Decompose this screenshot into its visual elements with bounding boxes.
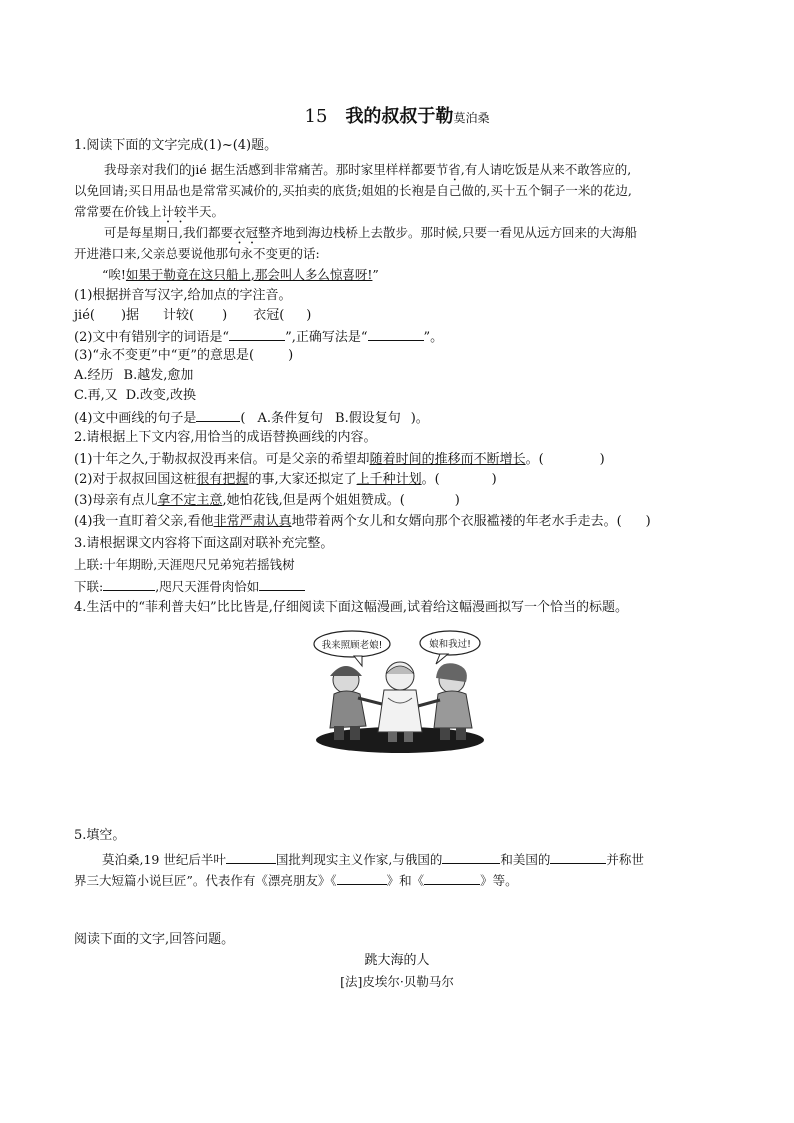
answer-blank[interactable] (103, 576, 155, 591)
left-bubble-text: 我来照顾老娘! (321, 640, 383, 651)
q5-line-1: 莫泊桑,19 世纪后半叶 国批判现实主义作家,与俄国的 和美国的 并称世 (102, 849, 644, 870)
q4-intro: 4.生活中的“菲利普夫妇”比比皆是,仔细阅读下面这幅漫画,试着给这幅漫画拟写一个恰当的标题。 (74, 600, 628, 615)
right-figure-leg (440, 728, 450, 740)
answer-blank[interactable] (337, 870, 387, 885)
q5-line-2: 界三大短篇小说巨匠”。代表作有《漂亮朋友》《 》和《 》等。 (74, 870, 518, 891)
q1-sub1-answers: jié( )据 计较( ) 衣冠( ) (74, 308, 312, 323)
lesson-number: 15 (304, 106, 328, 127)
left-figure-hair (330, 666, 362, 676)
q3-intro: 3.请根据课文内容将下面这副对联补充完整。 (74, 536, 334, 551)
right-figure-leg (456, 728, 466, 740)
answer-blank[interactable] (550, 849, 606, 864)
middle-figure-leg (388, 732, 397, 742)
reading-author: [法]皮埃尔·贝勒马尔 (340, 974, 454, 989)
left-bubble-tail (354, 656, 362, 666)
q1-sub3-options-cd: C.再,又 D.改变,改换 (74, 388, 196, 403)
q5-intro: 5.填空。 (74, 828, 126, 843)
q1-sub3-options-ab: A.经历 B.越发,愈加 (74, 368, 194, 383)
q2-item-1: (1)十年之久,于勒叔叔没再来信。可是父亲的希望却随着时间的推移而不断增长。( ) (74, 452, 605, 467)
answer-blank[interactable] (196, 407, 240, 422)
q1-quote: “唉!如果于勒竟在这只船上,那会叫人多么惊喜呀!” (102, 267, 379, 282)
q1-sub3: (3)“永不变更”中“更”的意思是( ) (74, 348, 294, 363)
q1-sub2: (2)文中有错别字的词语是“ ”,正确写法是“ ”。 (74, 326, 443, 348)
answer-blank[interactable] (259, 576, 305, 591)
middle-figure-leg (404, 732, 413, 742)
left-figure-leg (350, 726, 360, 740)
underlined-sentence: 如果于勒竟在这只船上,那会叫人多么惊喜呀! (125, 267, 373, 282)
lesson-title (0, 104, 794, 131)
middle-figure-body (378, 690, 422, 732)
q1-passage-line-2: 以免回请;买日用品也是常常买减价的,买拍卖的底货;姐姐的长袍是自己做的,买十五个铜子一米的花边, (74, 183, 632, 198)
q2-item-3: (3)母亲有点儿拿不定主意,她怕花钱,但是两个姐姐赞成。( ) (74, 493, 460, 508)
q1-passage-line-5: 开进港口来,父亲总要说他那句永不变更的话: (74, 246, 320, 261)
q3-lower-couplet: 下联: ,咫尺天涯骨肉恰如 (74, 576, 305, 597)
q1-intro: 1.阅读下面的文字完成(1)~(4)题。 (74, 138, 278, 153)
q2-intro: 2.请根据上下文内容,用恰当的成语替换画线的内容。 (74, 430, 377, 445)
right-figure-body (434, 691, 472, 728)
cartoon-illustration (310, 628, 490, 758)
reading-title: 跳大海的人 (364, 953, 430, 968)
q1-passage-line-1: 我母亲对我们的jié 据生活感到非常痛苦。那时家里样样都要节省,有人请吃饭是从来不敢答应的, (104, 162, 632, 177)
lesson-name: 我的叔叔于勒 (345, 106, 454, 127)
left-figure-body (330, 691, 366, 728)
q1-sub4: (4)文中画线的句子是 ( A.条件复句 B.假设复句 )。 (74, 407, 429, 429)
q3-upper-couplet: 上联:十年期盼,天涯咫尺兄弟宛若摇钱树 (74, 557, 295, 572)
right-bubble-text: 娘和我过! (429, 639, 471, 650)
reading-intro: 阅读下面的文字,回答问题。 (74, 932, 235, 947)
left-figure-leg (334, 726, 344, 740)
lesson-author: 莫泊桑 (453, 111, 490, 125)
answer-blank[interactable] (442, 849, 500, 864)
q2-item-2: (2)对于叔叔回国这桩很有把握的事,大家还拟定了上千种计划。( ) (74, 472, 497, 487)
right-bubble-tail (436, 654, 448, 664)
answer-blank[interactable] (368, 326, 424, 341)
cartoon-drawing (310, 628, 490, 758)
answer-blank[interactable] (229, 326, 285, 341)
q1-passage-line-3: 常常要在价钱上计较半天。 (74, 204, 225, 219)
q1-passage-line-4: 可是每星期日,我们都要衣冠整齐地到海边栈桥上去散步。那时候,只要一看见从远方回来的大海船 (104, 225, 637, 240)
answer-blank[interactable] (226, 849, 276, 864)
answer-blank[interactable] (424, 870, 480, 885)
q1-sub1: (1)根据拼音写汉字,给加点的字注音。 (74, 288, 292, 303)
q2-item-4: (4)我一直盯着父亲,看他非常严肃认真地带着两个女儿和女婿向那个衣服褴褛的年老水手走去。( ) (74, 514, 651, 529)
